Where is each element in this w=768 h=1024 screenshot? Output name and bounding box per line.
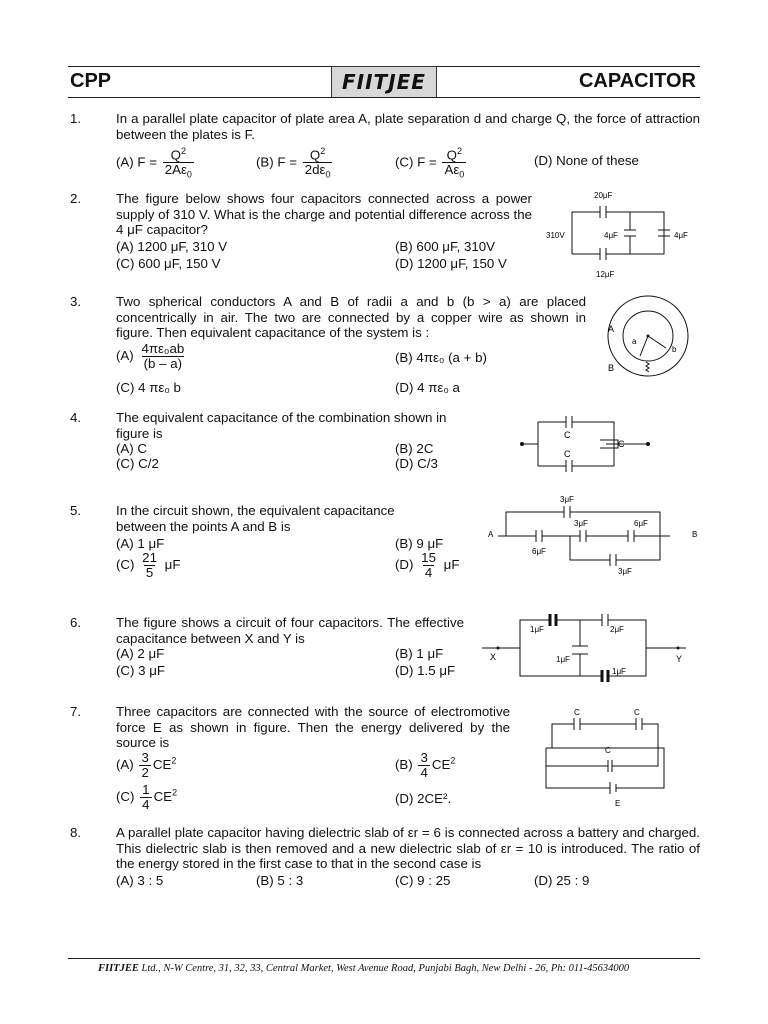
- option-d: (D) 1200 μF, 150 V: [395, 256, 507, 271]
- fig-label: 2μF: [610, 625, 624, 634]
- figure-q5-circuit: [484, 490, 704, 578]
- fig-label: Y: [676, 654, 683, 664]
- fig-label: 12μF: [596, 270, 615, 279]
- question-text: In a parallel plate capacitor of plate area A, plate separation d and charge Q, the force of attraction between the plates is F.: [116, 111, 700, 142]
- option-c: (C) $\frac{1}{4}$ $CE^2$: [116, 782, 178, 812]
- option-a: (A) 1200 μF, 310 V: [116, 239, 228, 254]
- fig-label: X: [490, 652, 497, 662]
- figure-q6-circuit: [476, 606, 696, 692]
- figure-q2-circuit: [540, 186, 700, 282]
- logo-text: FIITJEE: [342, 70, 426, 94]
- fig-label: B: [608, 363, 615, 373]
- question-number: 1.: [70, 111, 82, 126]
- fig-label: A: [608, 324, 615, 334]
- question-text: Two spherical conductors A and B of radii a and b (b > a) are placed concentrically in air. The two are connected by a copper wire as shown in figure. Then equivalent capacitance of the system is :: [116, 294, 586, 340]
- question-text: The figure below shows four capacitors connected across a power supply of 310 V. What is the charge and potential difference across the 4 μF capacitor?: [116, 191, 532, 237]
- question-text: In the circuit shown, the equivalent capacitance between the points A and B is: [116, 503, 395, 534]
- fig-label: C: [564, 430, 571, 440]
- option-a: (A) 1 μF: [116, 536, 165, 551]
- option-a: (A) $\frac{\text{4πε₀ab}}{(b - a)}$: [116, 341, 185, 371]
- option-d: (D) $\frac{15}{4}$ μF: [395, 550, 460, 580]
- fig-label: 1μF: [612, 667, 626, 676]
- option-b: (B) 9 μF: [395, 536, 444, 551]
- fig-label: C: [618, 439, 625, 449]
- option-d: (D) 25 : 9: [534, 873, 590, 888]
- option-c: (C) $\frac{21}{5}$ μF: [116, 550, 181, 580]
- question-text: The equivalent capacitance of the combination shown in figure is: [116, 410, 447, 441]
- fig-label: 4μF: [674, 231, 688, 240]
- fig-label: 6μF: [634, 519, 648, 528]
- option-a: (A) F = $\frac{Q^2}{2A\varepsilon_0}$: [116, 146, 192, 181]
- fig-label: 3μF: [574, 519, 588, 528]
- question-text: The figure shows a circuit of four capacitors. The effective capacitance between X and Y is: [116, 615, 464, 646]
- question-number: 5.: [70, 503, 82, 518]
- header-logo: [331, 66, 437, 98]
- fig-label: a: [632, 337, 637, 346]
- option-b: (B) 5 : 3: [256, 873, 304, 888]
- option-d: (D) C/3: [395, 456, 438, 471]
- option-a: (A) $\frac{3}{2}$ $CE^2$: [116, 750, 177, 780]
- fig-label: E: [615, 799, 621, 808]
- option-c: (C) F = $\frac{Q^2}{A\varepsilon_0}$: [395, 146, 465, 181]
- fig-label: 310V: [546, 231, 565, 240]
- header-bottom-rule: [68, 97, 700, 98]
- question-number: 8.: [70, 825, 82, 840]
- fig-label: C: [564, 449, 571, 459]
- fig-label: B: [692, 530, 698, 539]
- option-b: (B) 2C: [395, 441, 434, 456]
- fig-label: 4μF: [604, 231, 618, 240]
- option-b: (B) 600 μF, 310V: [395, 239, 496, 254]
- question-text: A parallel plate capacitor having dielectric slab of εr = 6 is connected across a battery and charged. This dielectric slab is then removed and a new dielectric slab of εr = 10 is introduced. The ratio of the energy stored in the first case to that in the second case is: [116, 825, 700, 871]
- header-cpp: CPP: [70, 70, 112, 92]
- fig-label: 6μF: [532, 547, 546, 556]
- fig-label: 3μF: [560, 495, 574, 504]
- figure-q7-circuit: [538, 704, 668, 810]
- option-d: (D) 4 πε₀ a: [395, 380, 460, 395]
- option-b: (B) $\frac{3}{4}$ $CE^2$: [395, 750, 456, 780]
- question-text: Three capacitors are connected with the source of electromotive force E as shown in figure. Then the energy delivered by the source is: [116, 704, 510, 750]
- option-c: (C) 9 : 25: [395, 873, 451, 888]
- fig-label: 20μF: [594, 191, 613, 200]
- footer-brand: FIITJEE: [98, 963, 139, 974]
- footer-text: Ltd., N-W Centre, 31, 32, 33, Central Market, West Avenue Road, Punjabi Bagh, New Delhi - 26, Ph: 011-45634000: [141, 963, 630, 974]
- fig-label: b: [672, 345, 677, 354]
- option-c: (C) 4 πε₀ b: [116, 380, 181, 395]
- figure-q3-spheres: [596, 294, 696, 380]
- option-b: (B) 4πε₀ (a + b): [395, 350, 487, 365]
- question-number: 3.: [70, 294, 82, 309]
- option-a: (A) 2 μF: [116, 646, 165, 661]
- fig-label: C: [574, 708, 580, 717]
- option-b: (B) F = $\frac{Q^2}{2d\varepsilon_0}$: [256, 146, 331, 181]
- header-topic: CAPACITOR: [578, 70, 696, 92]
- footer-address: [98, 963, 629, 974]
- question-number: 6.: [70, 615, 82, 630]
- option-c: (C) 600 μF, 150 V: [116, 256, 221, 271]
- fig-label: C: [605, 746, 611, 755]
- question-number: 2.: [70, 191, 82, 206]
- footer-rule: [68, 958, 700, 959]
- fig-label: A: [488, 530, 494, 539]
- fig-label: 1μF: [530, 625, 544, 634]
- fig-label: C: [634, 708, 640, 717]
- option-a: (A) 3 : 5: [116, 873, 164, 888]
- question-number: 7.: [70, 704, 82, 719]
- option-d: (D) None of these: [534, 153, 639, 168]
- option-d: (D) 2CE².: [395, 791, 452, 806]
- option-a: (A) C: [116, 441, 148, 456]
- option-c: (C) C/2: [116, 456, 159, 471]
- figure-q4-circuit: [514, 404, 660, 474]
- fig-label: 3μF: [618, 567, 632, 576]
- option-c: (C) 3 μF: [116, 663, 166, 678]
- question-number: 4.: [70, 410, 82, 425]
- option-b: (B) 1 μF: [395, 646, 444, 661]
- option-d: (D) 1.5 μF: [395, 663, 456, 678]
- fig-label: 1μF: [556, 655, 570, 664]
